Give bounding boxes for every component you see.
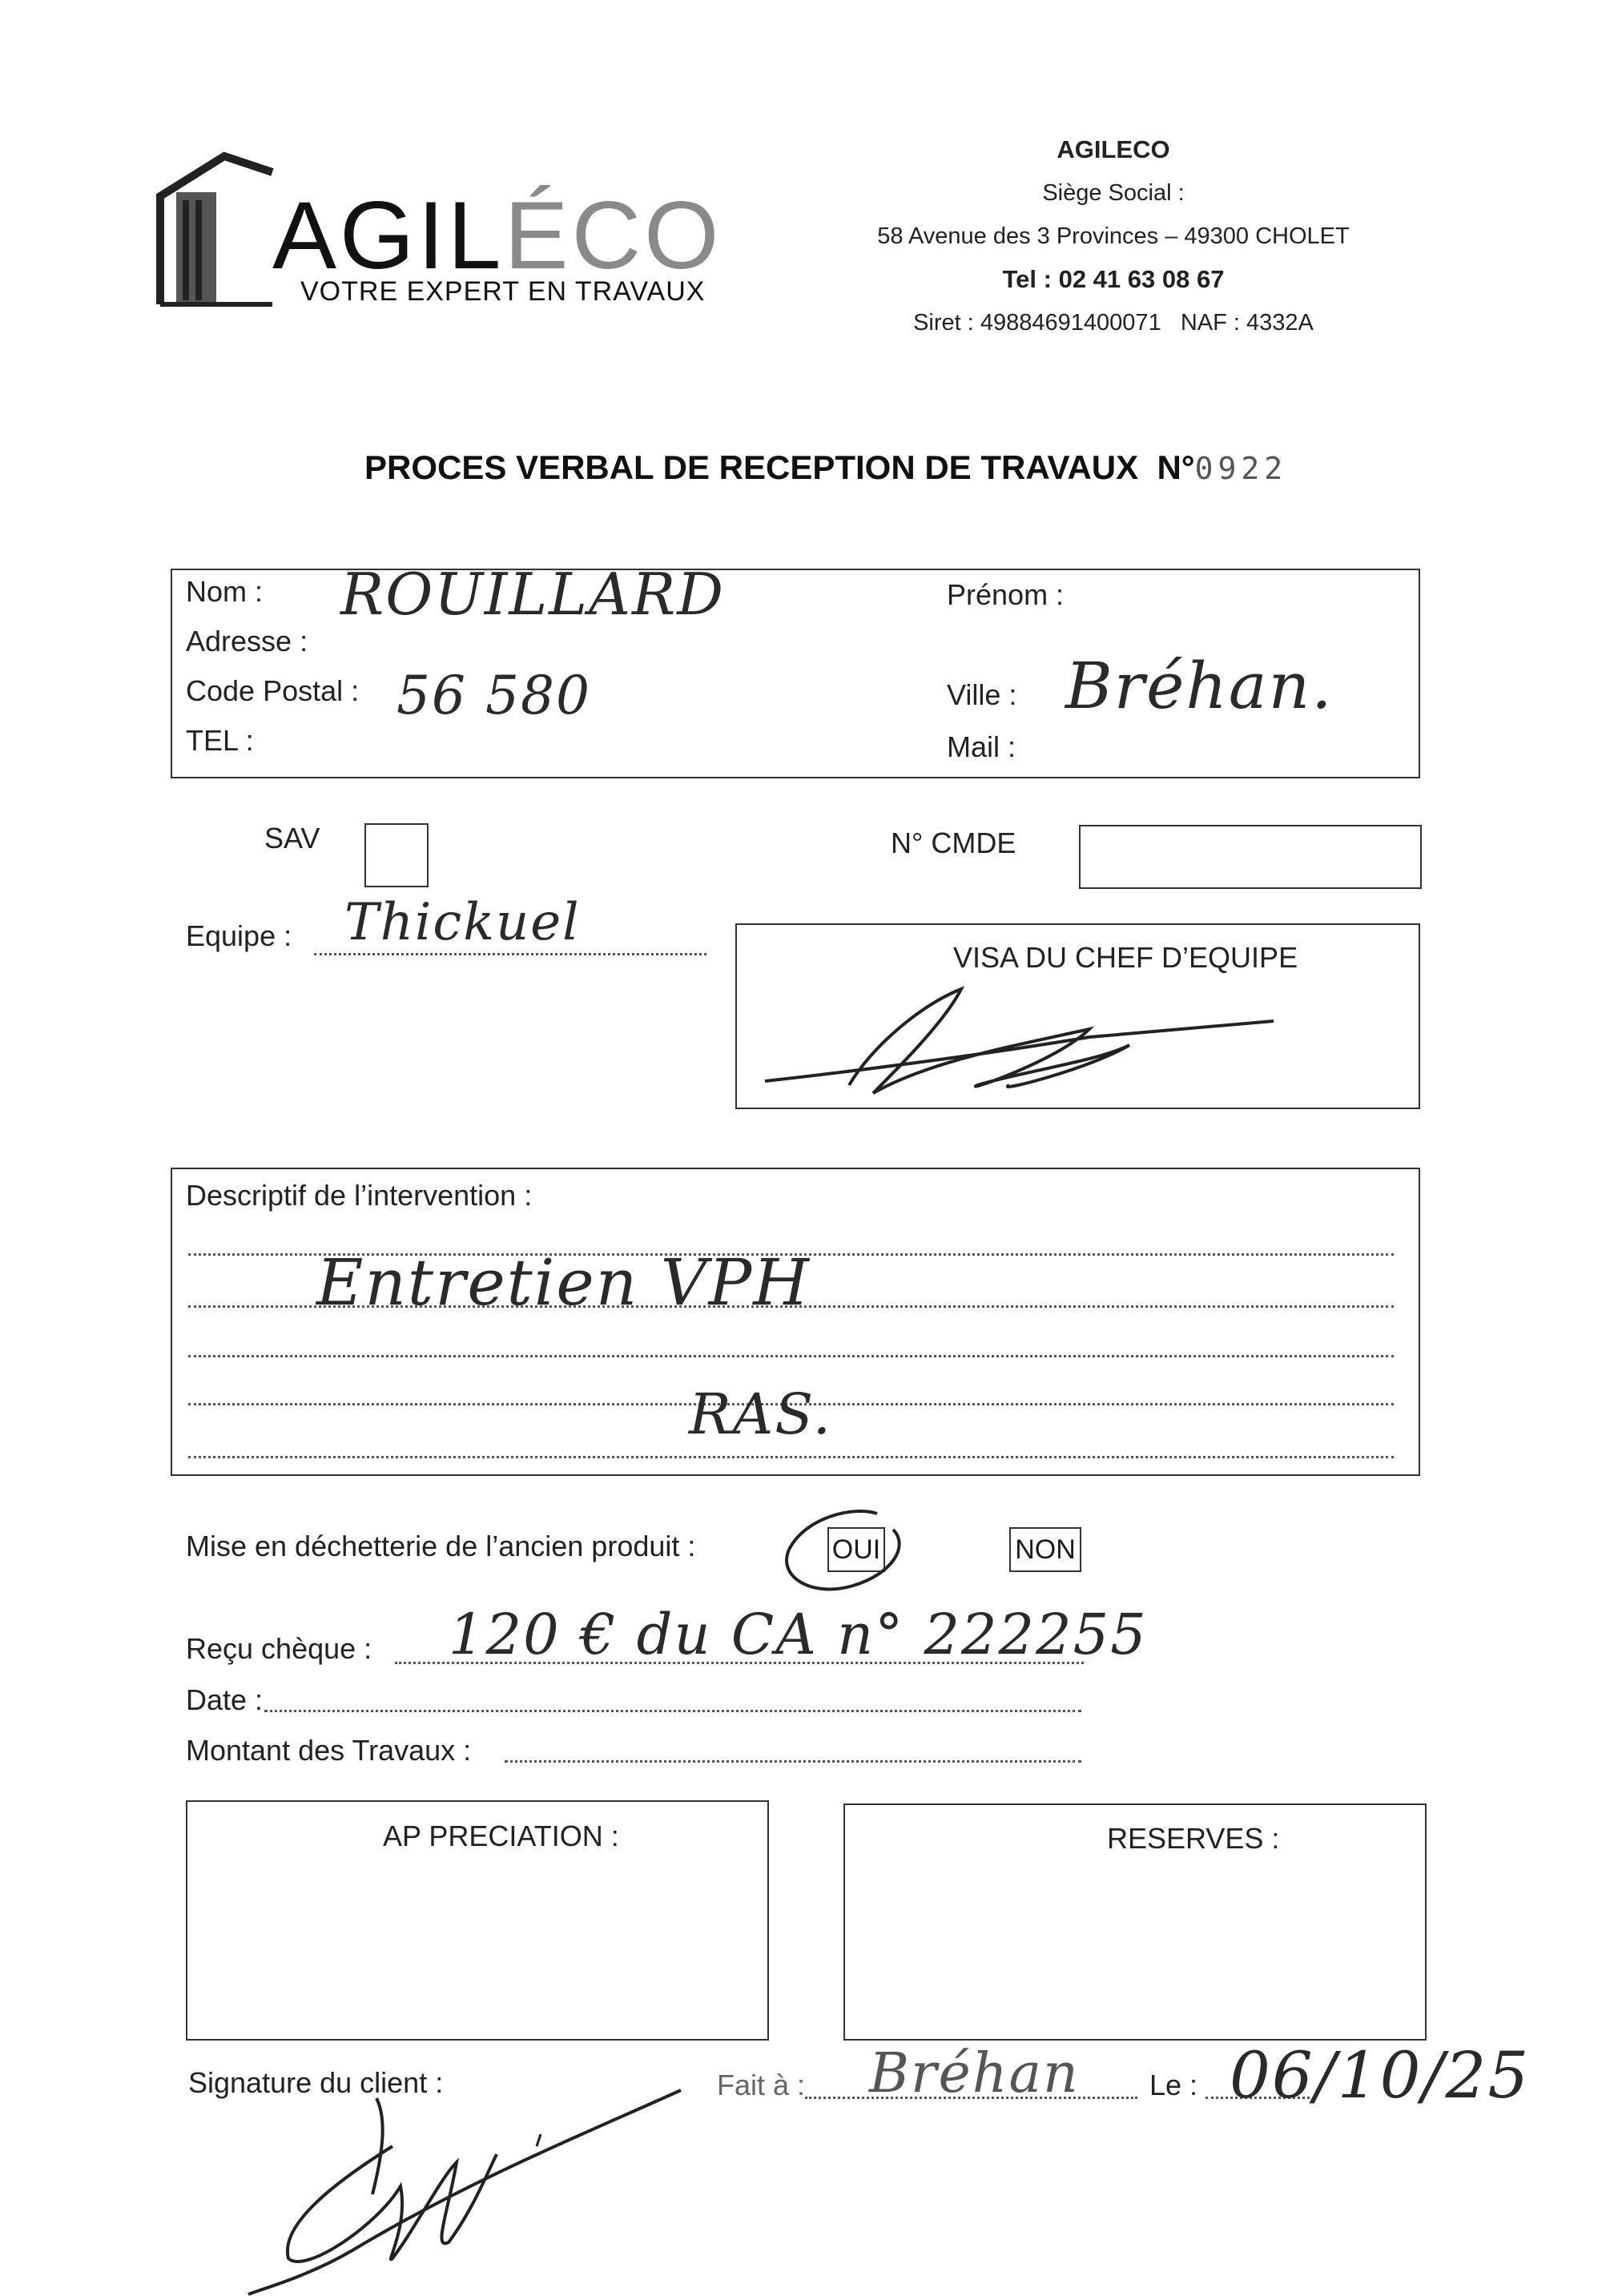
company-address: 58 Avenue des 3 Provinces – 49300 CHOLET: [877, 223, 1350, 249]
date-dotted-line: [264, 1710, 1081, 1712]
intervention-line: [188, 1355, 1394, 1357]
tel-label: TEL :: [186, 724, 254, 757]
ville-value[interactable]: Bréhan.: [1065, 649, 1334, 723]
code-postal-value[interactable]: 56 580: [396, 665, 591, 726]
building-logo-icon: [152, 148, 280, 308]
company-logo: [152, 148, 723, 316]
company-info: [825, 128, 1402, 344]
logo-wordmark-main: AGIL: [272, 182, 505, 289]
company-siret-naf: Siret : 49884691400071 NAF : 4332A: [913, 310, 1314, 336]
equipe-dotted-line: [314, 953, 706, 955]
document-title: PROCES VERBAL DE RECEPTION DE TRAVAUX N°: [364, 448, 1195, 486]
cheque-value[interactable]: 120 € du CA n° 222255: [449, 1602, 1148, 1667]
le-value[interactable]: 06/10/25: [1230, 2038, 1531, 2113]
document-number: 0922: [1194, 451, 1288, 486]
logo-tagline: VOTRE EXPERT EN TRAVAUX: [300, 276, 706, 307]
prenom-label: Prénom :: [947, 578, 1065, 611]
montant-label: Montant des Travaux :: [186, 1734, 472, 1767]
date-label: Date :: [186, 1683, 264, 1716]
fait-value[interactable]: Bréhan: [869, 2042, 1080, 2105]
code-postal-label: Code Postal :: [186, 674, 360, 707]
client-signature: [232, 2066, 713, 2296]
company-name: AGILECO: [1057, 135, 1170, 163]
company-siege-label: Siège Social :: [1042, 180, 1185, 206]
visa-label: VISA DU CHEF D’EQUIPE: [953, 941, 1298, 974]
disposal-oui-option[interactable]: OUI: [827, 1527, 885, 1572]
equipe-value[interactable]: Thickuel: [344, 893, 581, 952]
signature-label: Signature du client :: [188, 2066, 444, 2099]
oui-selection-circle-icon: [773, 1506, 917, 1602]
cmde-input[interactable]: [1079, 825, 1422, 889]
reserves-label: RESERVES :: [1107, 1822, 1280, 1855]
nom-value[interactable]: ROUILLARD: [340, 561, 725, 628]
intervention-line: [188, 1456, 1394, 1458]
disposal-label: Mise en déchetterie de l’ancien produit :: [186, 1530, 696, 1562]
sav-label: SAV: [264, 822, 320, 854]
appreciation-label: AP PRECIATION :: [383, 1820, 619, 1852]
montant-dotted-line: [505, 1760, 1081, 1763]
disposal-non-option[interactable]: NON: [1009, 1527, 1081, 1572]
intervention-label: Descriptif de l’intervention :: [186, 1179, 533, 1212]
mail-label: Mail :: [947, 730, 1016, 763]
equipe-label: Equipe :: [186, 919, 292, 952]
cmde-label: N° CMDE: [891, 826, 1016, 859]
sav-checkbox[interactable]: [364, 823, 429, 887]
adresse-label: Adresse :: [186, 625, 308, 657]
team-leader-signature: [753, 973, 1314, 1101]
nom-label: Nom :: [186, 575, 264, 608]
logo-wordmark-accent: ÉCO: [504, 182, 723, 289]
intervention-line-text[interactable]: RAS.: [689, 1381, 832, 1447]
fait-label: Fait à :: [717, 2069, 806, 2101]
ville-label: Ville :: [947, 678, 1017, 711]
intervention-line-text[interactable]: Entretien VPH: [316, 1245, 811, 1320]
company-phone: Tel : 02 41 63 08 67: [1002, 265, 1225, 293]
document-title-row: [364, 448, 1287, 487]
le-label: Le :: [1149, 2069, 1198, 2101]
cheque-label: Reçu chèque :: [186, 1632, 372, 1665]
